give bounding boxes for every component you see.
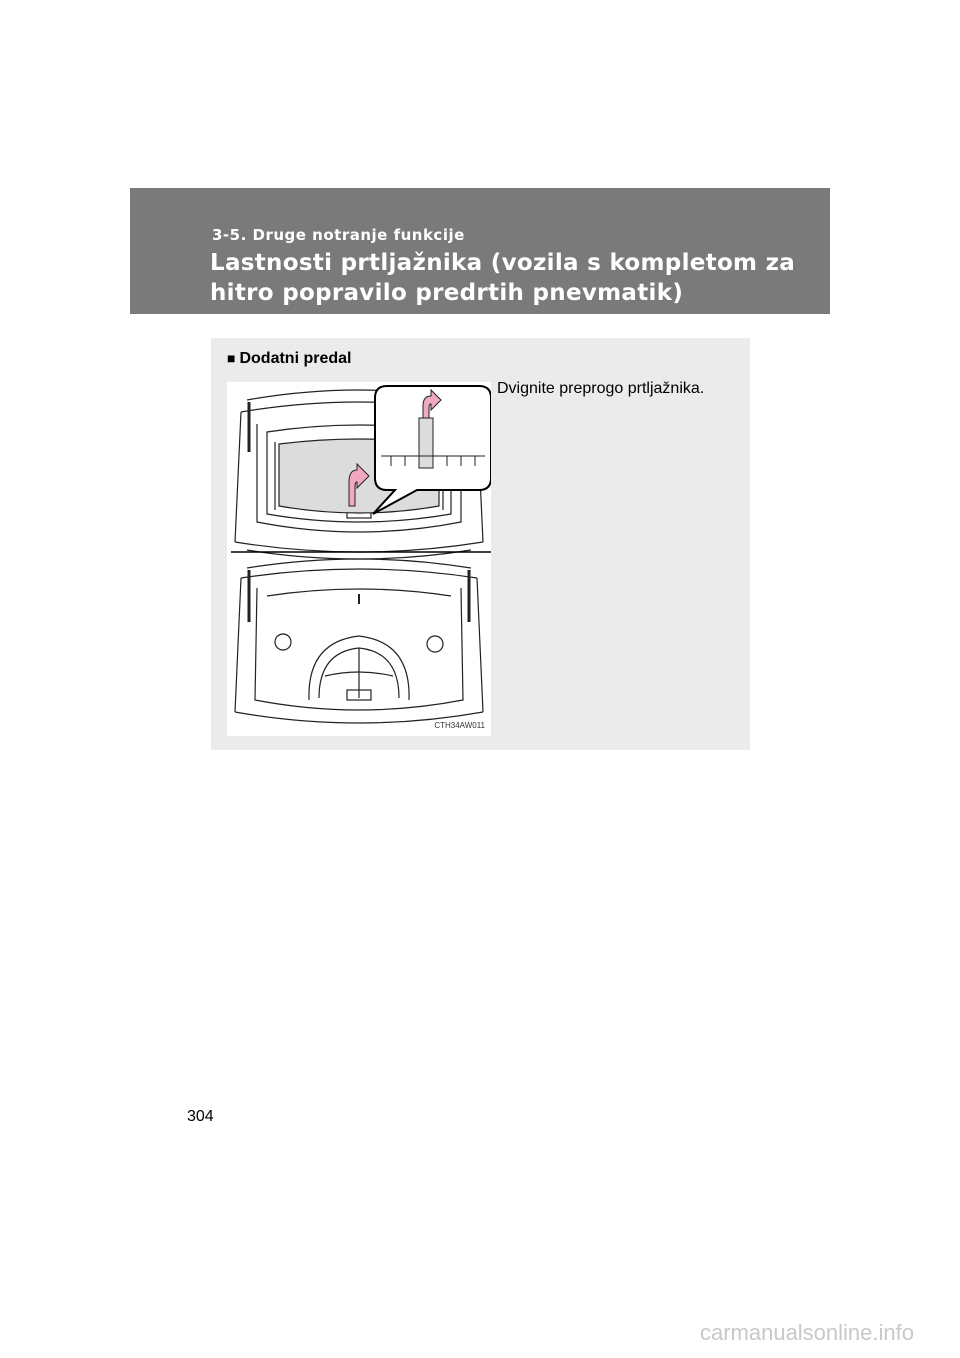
figure-code: CTH34AW011 <box>434 721 485 730</box>
trunk-drawing <box>227 382 491 736</box>
section-label: 3-5. Druge notranje funkcije <box>212 226 465 244</box>
section-header <box>130 188 830 314</box>
trunk-illustration <box>227 382 491 736</box>
page-number: 304 <box>187 1108 214 1125</box>
watermark: carmanualsonline.info <box>699 1320 914 1345</box>
bullet-square-icon: ■ <box>227 350 236 366</box>
subsection-title-text: Dodatni predal <box>239 350 352 367</box>
instruction-text: Dvignite preprogo prtljažnika. <box>497 380 705 397</box>
subsection-title <box>227 350 351 368</box>
content-panel <box>211 338 750 750</box>
page-title: Lastnosti prtljažnika (vozila s kompletom za hitro popravilo predrtih pnevmatik) <box>210 250 796 306</box>
trunk-tray-view <box>235 559 483 723</box>
